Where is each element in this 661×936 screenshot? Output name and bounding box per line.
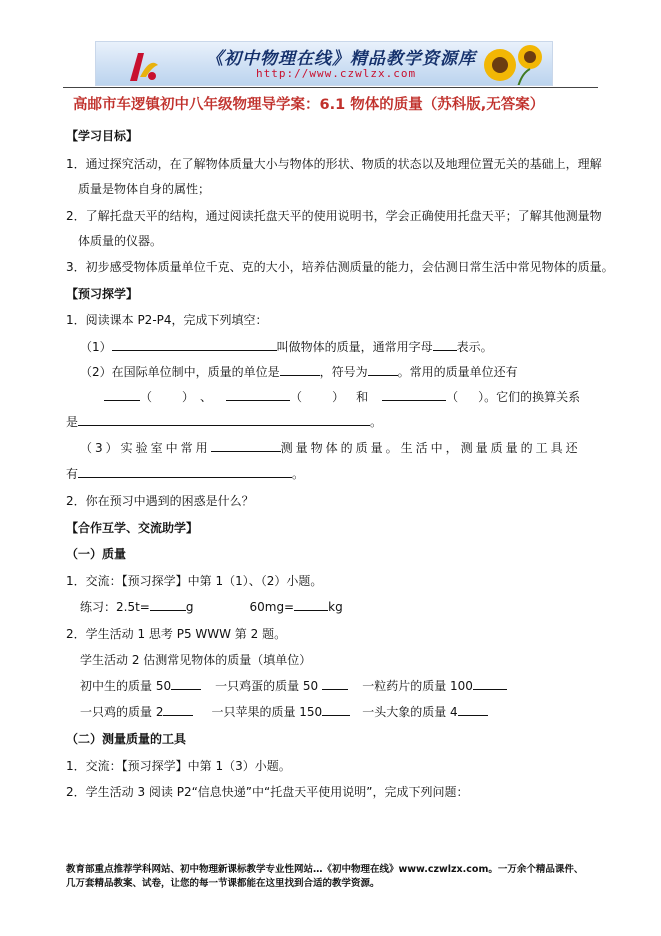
blank-estimate-3[interactable]	[473, 678, 507, 690]
blank-estimate-2[interactable]	[322, 678, 348, 690]
coop-q2: 2．学生活动 1 思考 P5 WWW 第 2 题。	[66, 627, 287, 641]
blank-unit-3[interactable]	[382, 389, 446, 401]
sunflower-icon	[478, 43, 548, 86]
preview-q1-2-conversion: 是 。	[66, 415, 383, 429]
goal-2-line-1: 2．了解托盘天平的结构，通过阅读托盘天平的使用说明书，学会正确使用托盘天平；了解其他测量物	[66, 209, 602, 223]
subsection-mass: （一）质量	[66, 547, 127, 561]
footer-line-2: 几万套精品教案、试卷，让您的每一节课都能在这里找到合适的教学资源。	[66, 878, 380, 889]
preview-q1-2-units: （ ） 、 （ ） 和 （ ）。它们的换算关系	[104, 389, 580, 405]
blank-mass-symbol[interactable]	[433, 339, 457, 351]
subsection-tools: （二）测量质量的工具	[66, 732, 187, 746]
preview-q1-3: （3）实验室中常用 测量物体的质量。生活中，测量质量的工具还	[80, 441, 581, 455]
banner-title: 《初中物理在线》精品教学资源库	[206, 49, 476, 69]
page-title: 高邮市车逻镇初中八年级物理导学案：6.1 物体的质量（苏科版,无答案）	[73, 97, 545, 113]
preview-q1: 1．阅读课本 P2-P4，完成下列填空：	[66, 313, 268, 327]
footer-line-1: 教育部重点推荐学科网站、初中物理新课标教学专业性网站…《初中物理在线》www.czwlzx.com。一万余个精品课件、	[66, 864, 584, 875]
preview-q1-1: （1） 叫做物体的质量，通常用字母 表示。	[80, 340, 493, 354]
header-banner	[95, 41, 553, 86]
goal-3: 3．初步感受物体质量单位千克、克的大小，培养估测质量的能力，会估测日常生活中常见物体的质量。	[66, 260, 614, 274]
preview-q1-3-cont: 有 。	[66, 467, 305, 481]
blank-estimate-1[interactable]	[171, 678, 201, 690]
blank-exercise-1[interactable]	[150, 599, 186, 611]
blank-exercise-2[interactable]	[294, 599, 328, 611]
blank-other-tools[interactable]	[78, 466, 292, 478]
blank-mass-definition[interactable]	[112, 339, 277, 351]
estimate-row-1: 初中生的质量 50 一只鸡蛋的质量 50 一粒药片的质量 100	[80, 678, 507, 694]
banner-url[interactable]: http://www.czwlzx.com	[256, 67, 417, 80]
blank-lab-tool[interactable]	[211, 440, 281, 452]
coop-q1: 1．交流：【预习探学】中第 1（1）、（2）小题。	[66, 574, 323, 588]
goal-1-line-2: 质量是物体自身的属性；	[78, 182, 211, 196]
goal-1-line-1: 1．通过探究活动，在了解物体质量大小与物体的形状、物质的状态以及地理位置无关的基础上，理解	[66, 157, 602, 171]
blank-estimate-6[interactable]	[458, 704, 488, 716]
estimate-row-2: 一只鸡的质量 2 一只苹果的质量 150 一头大象的质量 4	[80, 704, 488, 720]
section-goals-heading: 【学习目标】	[66, 129, 139, 143]
blank-estimate-5[interactable]	[322, 704, 350, 716]
exercise-line: 练习：2.5t= g 60mg= kg	[80, 600, 343, 614]
blank-unit-2[interactable]	[226, 389, 290, 401]
tools-q2: 2．学生活动 3 阅读 P2“信息快递”中“托盘天平使用说明”，完成下列问题：	[66, 785, 469, 799]
preview-q1-2: （2）在国际单位制中，质量的单位是 ，符号为 。常用的质量单位还有	[80, 365, 518, 379]
coop-activity-2: 学生活动 2 估测常见物体的质量（填单位）	[80, 653, 312, 667]
blank-si-symbol[interactable]	[368, 364, 398, 376]
section-preview-heading: 【预习探学】	[66, 287, 139, 301]
section-coop-heading: 【合作互学、交流助学】	[66, 521, 199, 535]
tools-q1: 1．交流：【预习探学】中第 1（3）小题。	[66, 759, 291, 773]
site-logo-icon	[126, 47, 160, 83]
blank-unit-1[interactable]	[104, 389, 140, 401]
blank-estimate-4[interactable]	[163, 704, 193, 716]
header-divider	[63, 87, 598, 88]
blank-si-unit[interactable]	[280, 364, 320, 376]
goal-2-line-2: 体质量的仪器。	[78, 234, 163, 248]
blank-conversion[interactable]	[78, 414, 370, 426]
preview-q2: 2．你在预习中遇到的困惑是什么？	[66, 494, 254, 508]
